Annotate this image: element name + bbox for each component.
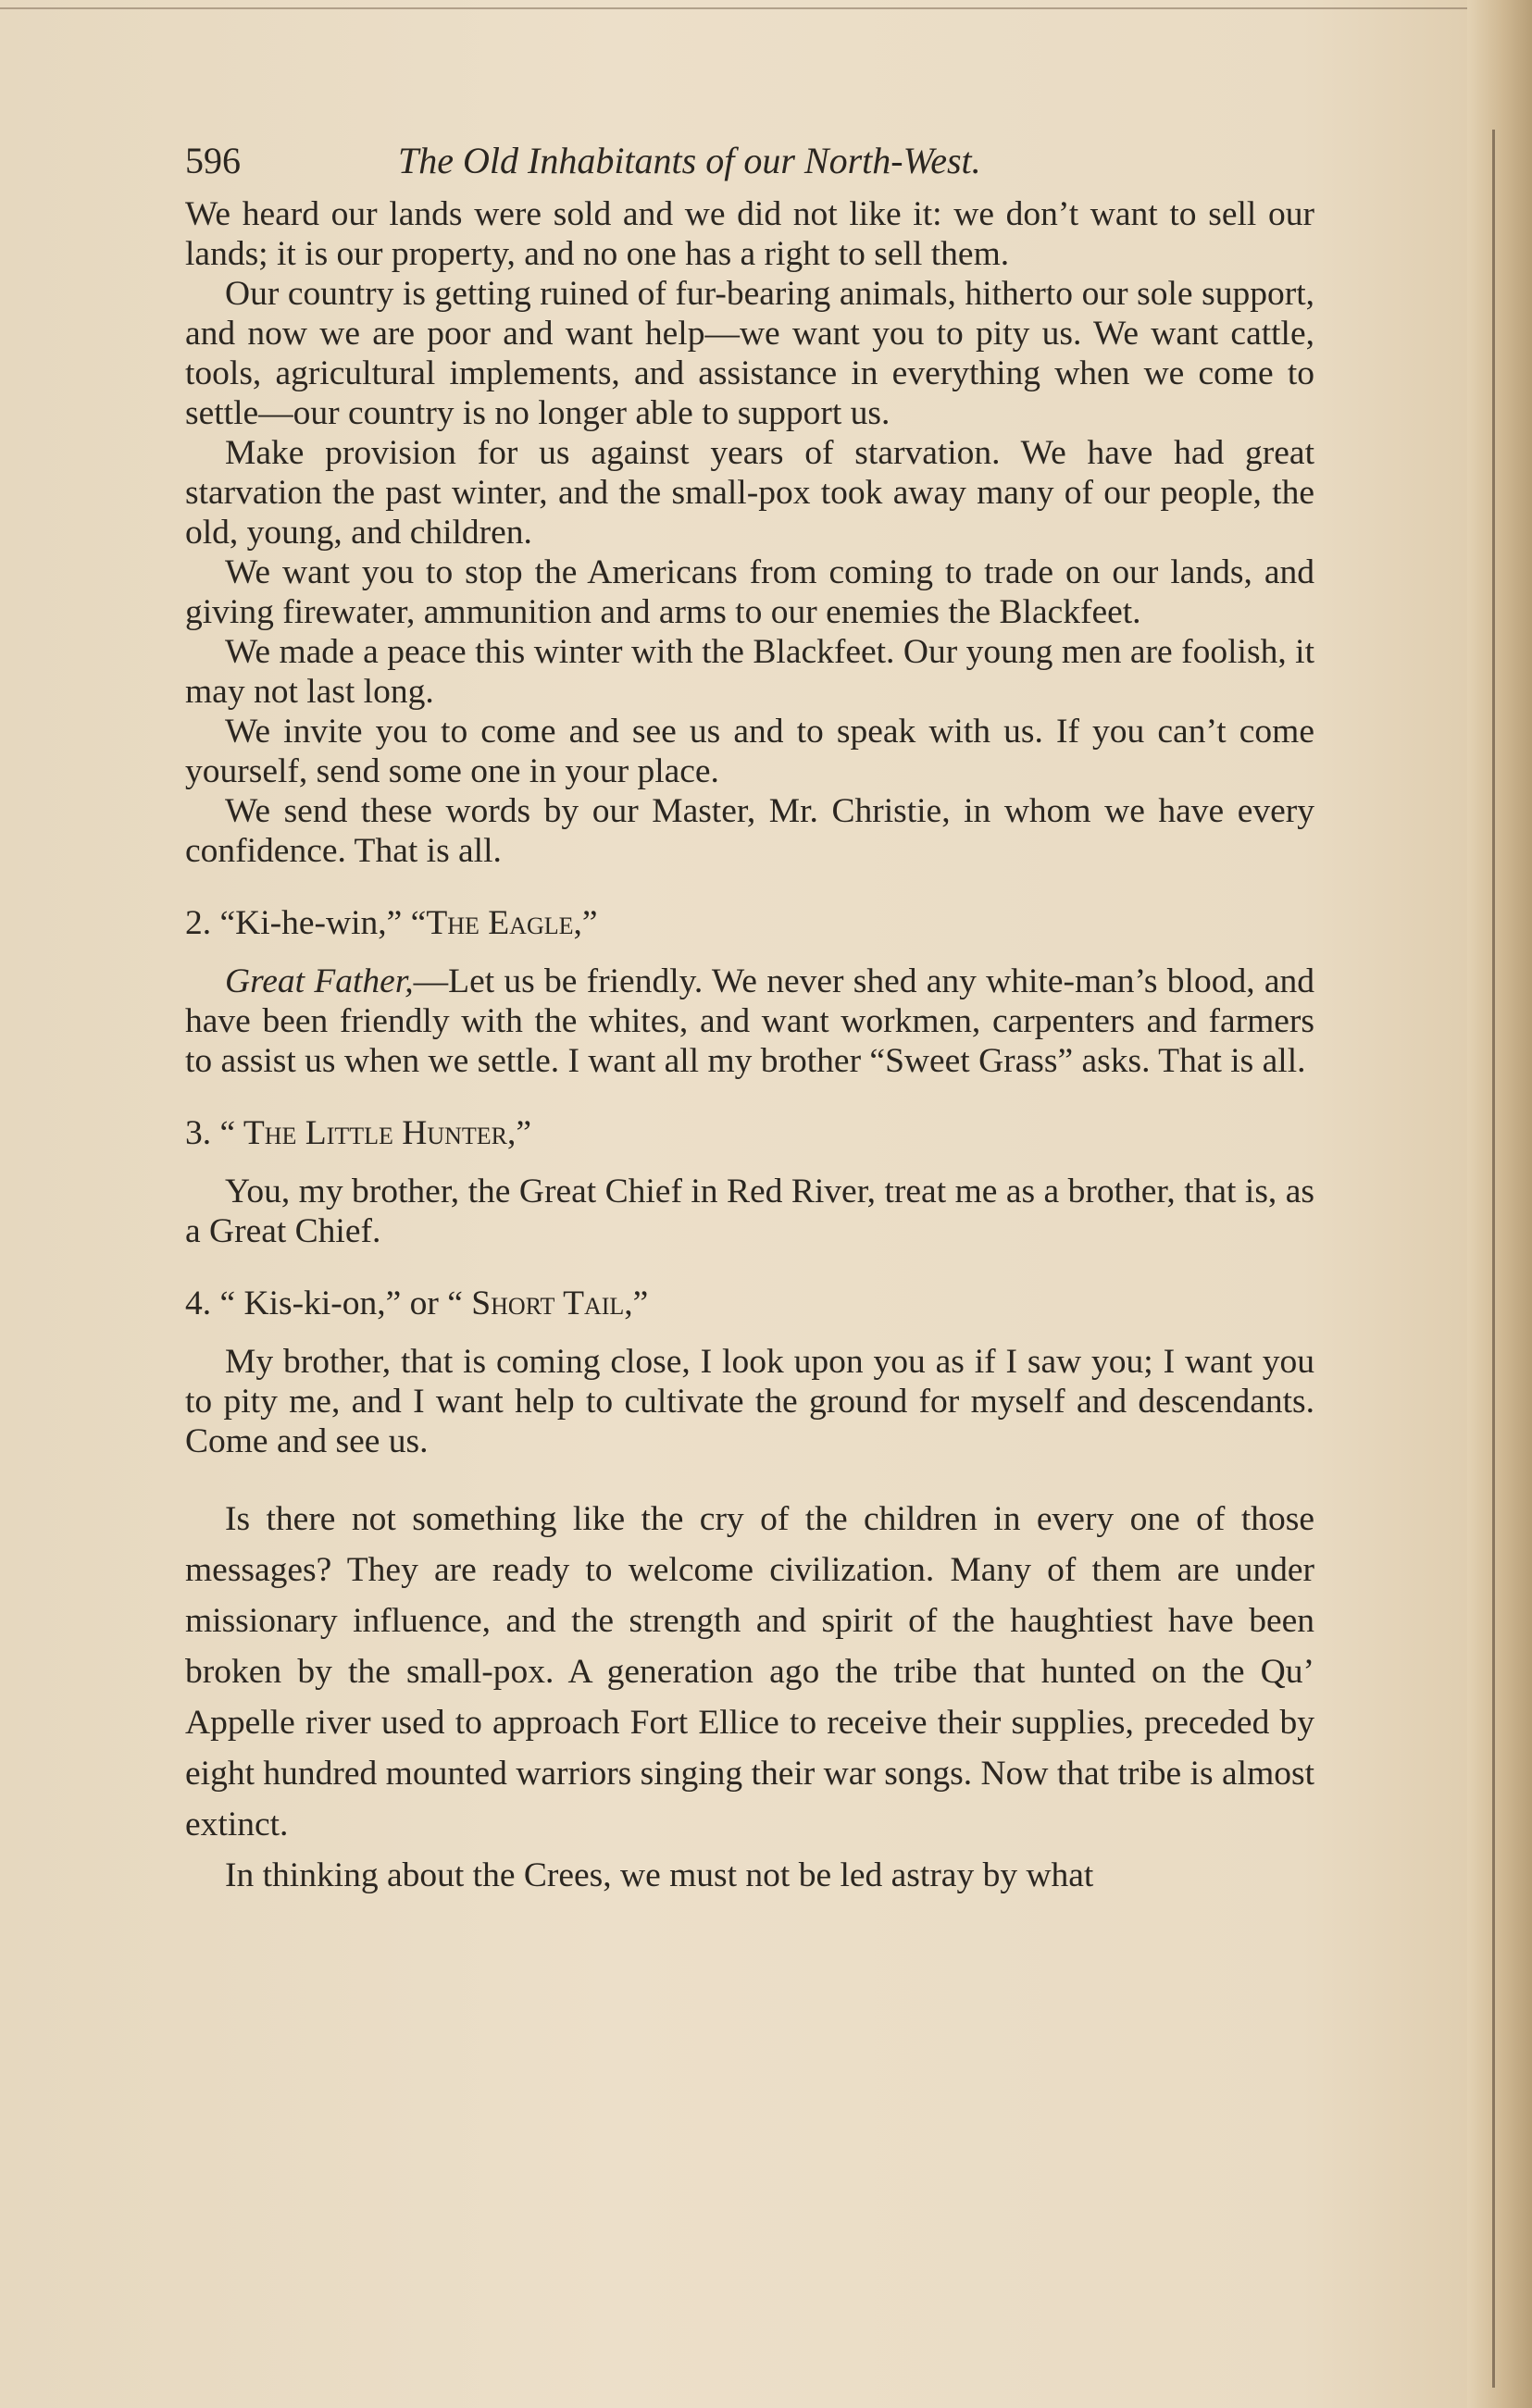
heading-title: “ The Little Hunter,” (219, 1114, 532, 1152)
commentary (185, 1494, 1314, 1901)
book-gutter (1467, 0, 1532, 2408)
heading-number: 2. (185, 904, 212, 942)
speech-1 (185, 194, 1314, 871)
speech-1-paragraph: We send these words by our Master, Mr. Christie, in whom we have every confidence. That is all. (185, 792, 1314, 870)
salutation: Great Father, (225, 962, 414, 1000)
commentary-paragraph: Is there not something like the cry of the children in every one of those messages? They are ready to welcome civilization. Many of them are under missionary influence, and the strength and spirit of the haughtiest have been broken by the small-pox. A generation ago the tribe that hunted on the Qu’ Appelle river used to approach Fort Ellice to receive their supplies, preceded by eight hundred mounted warriors singing their war songs. Now that tribe is almost extinct. (185, 1500, 1314, 1843)
speech-1-paragraph: We heard our lands were sold and we did not like it: we don’t want to sell our lands; it is our property, and no one has a right to sell them. (185, 195, 1314, 273)
speech-1-paragraph: We want you to stop the Americans from coming to trade on our lands, and giving firewater, ammunition and arms to our enemies the Blackfeet. (185, 553, 1314, 631)
speech-3-body: You, my brother, the Great Chief in Red River, treat me as a brother, that is, as a Great Chief. (185, 1173, 1314, 1250)
speech-4-body: My brother, that is coming close, I look upon you as if I saw you; I want you to pity me, and I want help to cultivate the ground for myself and descendants. Come and see us. (185, 1343, 1314, 1460)
speech-2 (185, 903, 1314, 1081)
speech-1-paragraph: Our country is getting ruined of fur-bearing animals, hitherto our sole support, and now we are poor and want help—we want you to pity us. We want cattle, tools, agricultural implements, and assistance in everything when we come to settle—our country is no longer able to support us. (185, 275, 1314, 432)
speech-3-heading (185, 1113, 1314, 1153)
page-header (185, 139, 1314, 194)
heading-number: 4. (185, 1285, 212, 1322)
speech-1-paragraph: We invite you to come and see us and to speak with us. If you can’t come yourself, send some one in your place. (185, 713, 1314, 790)
speech-2-text: —Let us be friendly. We never shed any white-man’s blood, and have been friendly with the whites, and want workmen, carpenters and farmers to assist us when we settle. I want all my brother “Sweet Grass” asks. That is all. (185, 962, 1314, 1080)
speech-2-body (185, 962, 1314, 1081)
heading-or: or (409, 1285, 439, 1322)
speech-3 (185, 1113, 1314, 1251)
heading-name: “ Kis-ki-on,” (219, 1285, 402, 1322)
commentary-paragraph: In thinking about the Crees, we must not be led astray by what (225, 1856, 1094, 1894)
heading-title: “The Eagle,” (410, 904, 598, 942)
page-content (185, 139, 1314, 1901)
heading-number: 3. (185, 1114, 212, 1152)
top-rule (0, 7, 1481, 9)
running-title: The Old Inhabitants of our North-West. (398, 140, 981, 181)
speech-1-paragraph: We made a peace this winter with the Blackfeet. Our young men are foolish, it may not last long. (185, 633, 1314, 711)
heading-name: “Ki-he-win,” (219, 904, 403, 942)
heading-title: “ Short Tail,” (447, 1285, 649, 1322)
page-number: 596 (185, 140, 241, 181)
speech-4 (185, 1284, 1314, 1461)
gutter-binding-line (1492, 130, 1495, 2388)
speech-4-heading (185, 1284, 1314, 1323)
speech-2-heading (185, 903, 1314, 943)
speech-1-paragraph: Make provision for us against years of starvation. We have had great starvation the past winter, and the small-pox took away many of our people, the old, young, and children. (185, 434, 1314, 552)
